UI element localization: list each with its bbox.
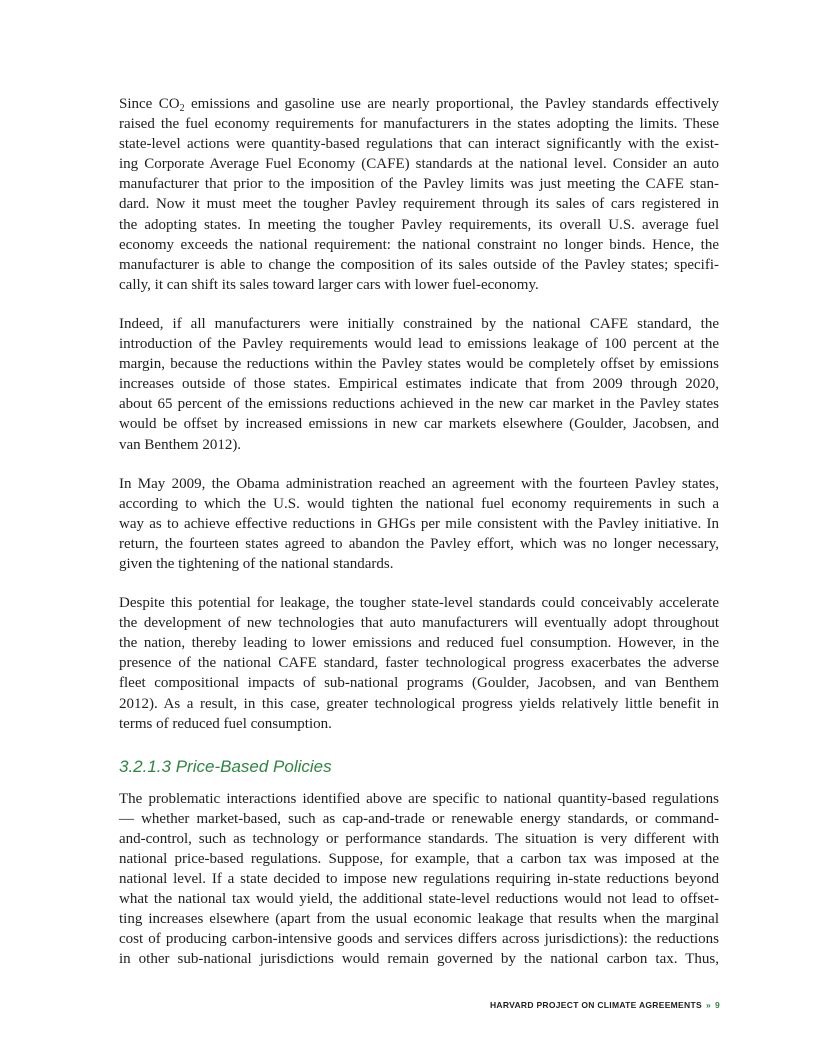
paragraph-line: cally, it can shift its sales toward larger cars with lower fuel-economy. — [119, 276, 539, 293]
paragraph-line: margin, because the reductions within the Pavley states would be completely offset by emissions — [119, 356, 719, 373]
paragraph-line: manufacturer that prior to the imposition of the Pavley limits was just meeting the CAFE stan- — [119, 176, 719, 193]
paragraph-line: 2012). As a result, in this case, greater technological progress yields relatively little benefit in — [119, 695, 719, 712]
paragraph-line: national price-based regulations. Suppose, for example, that a carbon tax was imposed at the — [119, 851, 719, 867]
paragraph-line: cost of producing carbon-intensive goods and services differs across jurisdictions): the reductions — [119, 931, 719, 948]
section-heading: 3.2.1.3 Price-Based Policies — [119, 756, 332, 776]
paragraph-line: national level. If a state decided to impose new regulations requiring in-state reductions beyond — [119, 871, 719, 888]
subscript: 2 — [179, 103, 185, 114]
paragraph-3 — [119, 474, 719, 574]
page-body — [119, 94, 719, 989]
paragraph-line: manufacturer is able to change the composition of its sales outside of the Pavley states; specifi- — [119, 256, 719, 273]
paragraph-line: ting increases elsewhere (apart from the usual economic leakage that results when the marginal — [119, 911, 719, 928]
paragraph-line: ing Corporate Average Fuel Economy (CAFE) standards at the national level. Consider an auto — [119, 156, 719, 173]
paragraph-line: way as to achieve effective reductions in GHGs per mile consistent with the Pavley initiative. In — [119, 515, 719, 532]
paragraph-line: in other sub-national jurisdictions would remain governed by the national carbon tax. Thus, — [119, 951, 719, 968]
paragraph-line: the adopting states. In meeting the tougher Pavley requirements, its overall U.S. average fuel — [119, 216, 719, 233]
paragraph-line: van Benthem 2012). — [119, 436, 242, 453]
paragraph-line: In May 2009, the Obama administration reached an agreement with the fourteen Pavley states, — [119, 475, 719, 492]
paragraph-1 — [119, 94, 719, 295]
paragraph-line: presence of the national CAFE standard, faster technological progress exacerbates the adverse — [119, 655, 719, 672]
paragraph-line: raised the fuel economy requirements for manufacturers in the states adopting the limits. These — [119, 116, 719, 133]
footer-separator: » — [705, 1000, 711, 1010]
paragraph-line: Indeed, if all manufacturers were initially constrained by the national CAFE standard, the — [119, 315, 719, 332]
paragraph-line: Since $CO_2$ emissions and gasoline use are nearly proportional, the Pavley standards effectively — [119, 96, 719, 114]
paragraph-line: dard. Now it must meet the tougher Pavley requirement through its sales of cars registered in — [119, 196, 719, 213]
paragraph-line: terms of reduced fuel consumption. — [119, 715, 332, 732]
paragraph-line: the development of new technologies that auto manufacturers will eventually adopt throughout — [119, 615, 719, 632]
paragraph-line: and-control, such as technology or performance standards. The situation is very different with — [119, 830, 719, 847]
paragraph-line: Despite this potential for leakage, the tougher state-level standards could conceivably accelerate — [119, 595, 719, 612]
paragraph-5 — [119, 789, 719, 970]
paragraph-line: The problematic interactions identified above are specific to national quantity-based regulations — [119, 790, 719, 807]
paragraph-line: state-level actions were quantity-based regulations that can interact significantly with the exist- — [119, 136, 719, 153]
lead-text: Since CO — [119, 96, 180, 112]
paragraph-line: the nation, thereby leading to lower emissions and reduced fuel consumption. However, in the — [119, 635, 719, 652]
paragraph-line: fleet compositional impacts of sub-national programs (Goulder, Jacobsen, and van Benthem — [119, 675, 719, 692]
footer-title: HARVARD PROJECT ON CLIMATE AGREEMENTS — [489, 1000, 702, 1010]
paragraph-line: would be offset by increased emissions in new car markets elsewhere (Goulder, Jacobsen, and — [119, 416, 719, 433]
paragraph-line: economy exceeds the national requirement: the national constraint no longer binds. Hence, the — [119, 236, 719, 253]
paragraph-line: return, the fourteen states agreed to abandon the Pavley effort, which was no longer necessary, — [119, 535, 719, 552]
paragraph-line: — whether market-based, such as cap-and-trade or renewable energy standards, or command- — [119, 810, 719, 827]
paragraph-line: increases outside of those states. Empirical estimates indicate that from 2009 through 2020, — [119, 376, 719, 393]
paragraph-line: what the national tax would yield, the additional state-level reductions would not lead to offset- — [119, 891, 719, 908]
paragraph-line: introduction of the Pavley requirements would lead to emissions leakage of 100 percent at the — [119, 336, 719, 353]
paragraph-line: according to which the U.S. would tighten the national fuel economy requirements in such a — [119, 495, 719, 512]
paragraph-line: given the tightening of the national standards. — [119, 555, 394, 572]
page-footer — [490, 1000, 720, 1010]
paragraph-line: about 65 percent of the emissions reductions achieved in the new car market in the Pavley states — [119, 396, 719, 413]
paragraph-4 — [119, 593, 719, 734]
paragraph-2 — [119, 314, 719, 455]
page-number: 9 — [714, 1000, 720, 1010]
